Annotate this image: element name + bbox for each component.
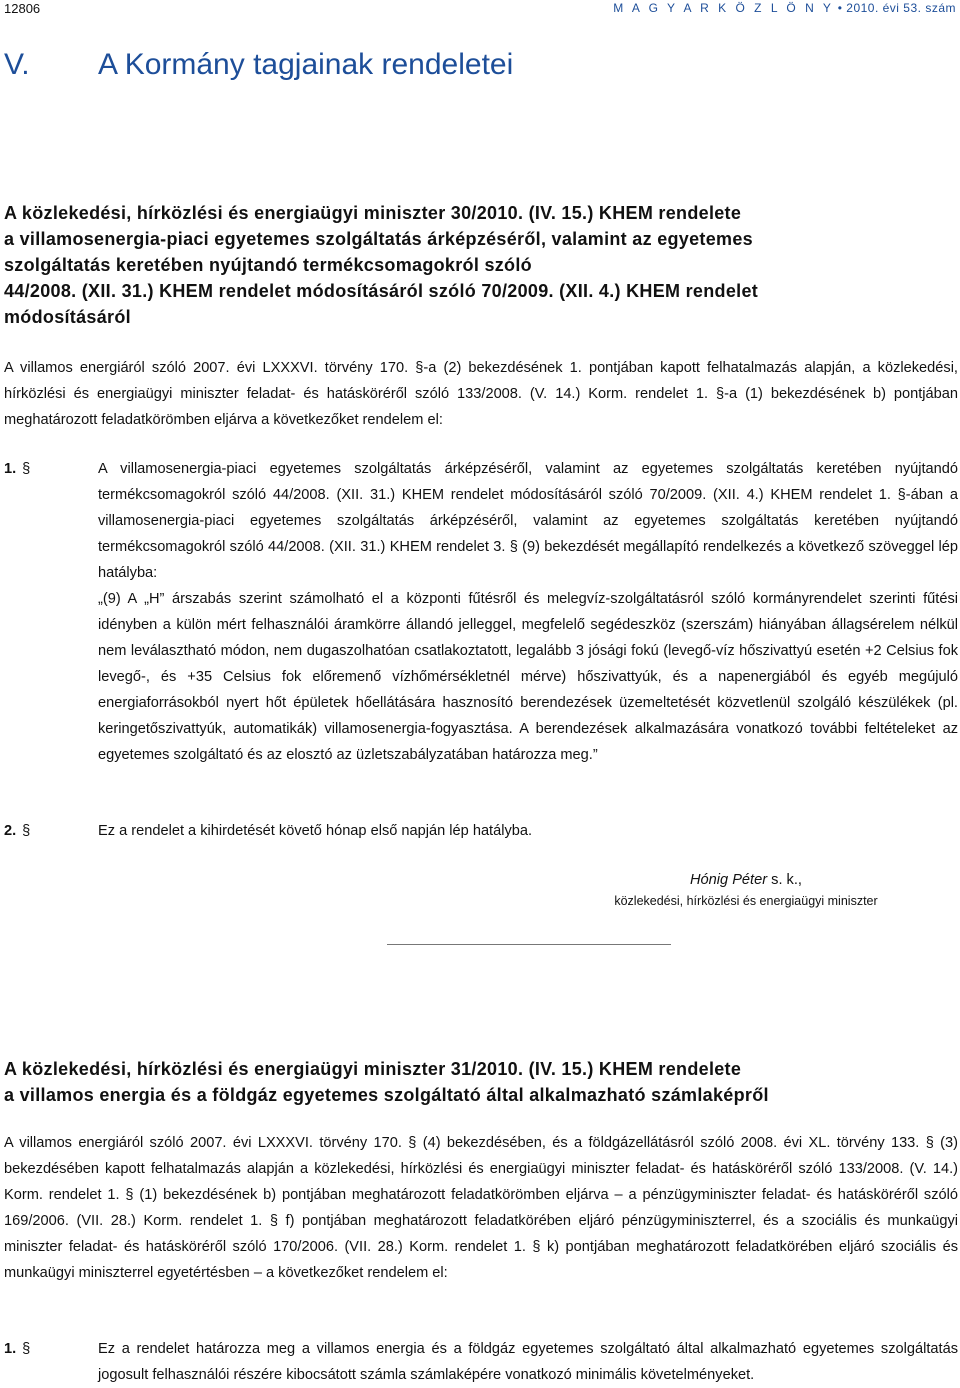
paragraph-num: 1.: [4, 461, 17, 477]
signatory-suffix: s. k.,: [767, 872, 802, 888]
paragraph-number: [4, 818, 98, 844]
decree2-paragraph-1: [4, 1336, 958, 1388]
issue-number: 2010. évi 53. szám: [846, 1, 956, 15]
decree1-title-line: módosításáról: [4, 307, 131, 327]
decree1-paragraph-2: [4, 818, 958, 844]
decree1-paragraph-1: [4, 456, 958, 768]
section-sign: §: [22, 823, 31, 839]
section-sign: §: [22, 1341, 31, 1357]
decree1-title-line: a villamosenergia-piaci egyetemes szolgáltatás árképzéséről, valamint az egyetemes: [4, 229, 753, 249]
decree2-title-line: a villamos energia és a földgáz egyetemes szolgáltató által alkalmazható számlaképről: [4, 1085, 769, 1105]
page-number: 12806: [4, 1, 41, 16]
decree2-preamble: A villamos energiáról szóló 2007. évi LXXXVI. törvény 170. § (4) bekezdésében, és a földgázellátásról szóló 2008. évi XL. törvény 133. § (3) bekezdésében kapott felhatalmazás alapján a közlekedési, hírközlési és energiaügyi miniszter feladat- és hatásköréről szóló 133/2008. (V. 14.) Korm. rendelet 1. § (1) bekezdésének b) pontjában meghatározott feladatkörömben eljárva – a pénzügyminiszter feladat- és hatásköréről szóló 169/2006. (VII. 28.) Korm. rendelet 1. § f) pontjában meghatározott feladatkörében eljáró pénzügyminiszterrel, és a szociális és munkaügyi miniszter feladat- és hatásköréről szóló 170/2006. (VII. 28.) Korm. rendelet 1. § k) pontjában meghatározott feladatkörében eljáró szociális és munkaügyi miniszterrel egyetértésben – a következőket rendelem el:: [4, 1135, 958, 1281]
chapter-heading: [4, 48, 513, 82]
paragraph-number: [4, 1336, 98, 1362]
signatory-name: Hónig Péter: [690, 872, 768, 888]
decree2-title-line: A közlekedési, hírközlési és energiaügyi miniszter 31/2010. (IV. 15.) KHEM rendelete: [4, 1059, 742, 1079]
paragraph-number: [4, 456, 98, 482]
page-header: [4, 0, 956, 20]
paragraph-text: A villamosenergia-piaci egyetemes szolgáltatás árképzéséről, valamint az egyetemes szolgáltatás keretében nyújtandó termékcsomagokról szóló 44/2008. (XII. 31.) KHEM rendelet módosításáról szóló 70/2009. (XII. 4.) KHEM rendelet 1. §-ában a villamosenergia-piaci egyetemes szolgáltatás árképzéséről, valamint az egyetemes szolgáltatás keretében nyújtandó termékcsomagokról szóló 44/2008. (XII. 31.) KHEM rendelet 3. § (9) bekezdését megállapító rendelkezés a következő szöveggel lép hatályba:: [98, 461, 958, 581]
paragraph-text: Ez a rendelet a kihirdetését követő hónap első napján lép hatályba.: [98, 823, 533, 839]
decree1-preamble: A villamos energiáról szóló 2007. évi LXXXVI. törvény 170. §-a (2) bekezdésének 1. pontjában kapott felhatalmazás alapján, a közlekedési, hírközlési és energiaügyi miniszter feladat- és hatásköréről szóló 133/2008. (V. 14.) Korm. rendelet 1. §-a (1) bekezdésének b) pontjában meghatározott feladatkörömben eljárva a következőket rendelem el:: [4, 360, 958, 428]
decree1-title-line: szolgáltatás keretében nyújtandó termékcsomagokról szóló: [4, 255, 532, 275]
decree1-title: [4, 200, 824, 330]
signature-block: [610, 872, 882, 908]
paragraph-num: 2.: [4, 823, 17, 839]
section-sign: §: [22, 461, 31, 477]
paragraph-text: Ez a rendelet határozza meg a villamos energia és a földgáz egyetemes szolgáltató által alkalmazható egyetemes szolgáltatás jogosult felhasználói részére kibocsátott számla számlaképére vonatkozó minimális követelményeket.: [98, 1341, 958, 1383]
chapter-roman: V.: [4, 48, 30, 81]
signatory-role: közlekedési, hírközlési és energiaügyi miniszter: [614, 894, 878, 908]
journal-name: M A G Y A R K Ö Z L Ö N Y: [613, 1, 834, 15]
bullet-separator: •: [837, 1, 843, 15]
chapter-title: A Kormány tagjainak rendeletei: [98, 48, 514, 81]
paragraph-num: 1.: [4, 1341, 17, 1357]
amendment-quote: „(9) A „H” árszabás szerint számolható el a központi fűtésről és melegvíz-szolgáltatásról szóló kormányrendelet szerinti fűtési idényben a külön mért felhasználói áramkörre állandó jelleggel, megfelelő segédeszköz (szerszám) hiányában állagsérelem nélkül nem leválasztható módon, nem dugaszolhatóan csatlakoztatott, legalább 3 jósági fokú (levegő-víz hőszivattyú esetén +2 Celsius fok levegő-, és +35 Celsius fok előremenő vízhőmérsékletnél mérve) hőszivattyúk, és a napenergiából és egyéb megújuló energiaforrásokból nyert hőt épületek hőellátására hasznosító berendezések üzemeltetését közvetlenül szolgáló készülékek (pl. keringetőszivattyúk, automatikák) villamosenergia-fogyasztása. A berendezések alkalmazására vonatkozó további feltételeket az egyetemes szolgáltató és az elosztó az üzletszabályzatában határozza meg.”: [98, 591, 958, 763]
decree1-title-line: A közlekedési, hírközlési és energiaügyi miniszter 30/2010. (IV. 15.) KHEM rendelete: [4, 203, 742, 223]
decree1-title-line: 44/2008. (XII. 31.) KHEM rendelet módosításáról szóló 70/2009. (XII. 4.) KHEM rendelet: [4, 281, 759, 301]
section-divider: [387, 944, 671, 945]
decree2-title: [4, 1056, 824, 1108]
journal-info: [613, 1, 956, 15]
